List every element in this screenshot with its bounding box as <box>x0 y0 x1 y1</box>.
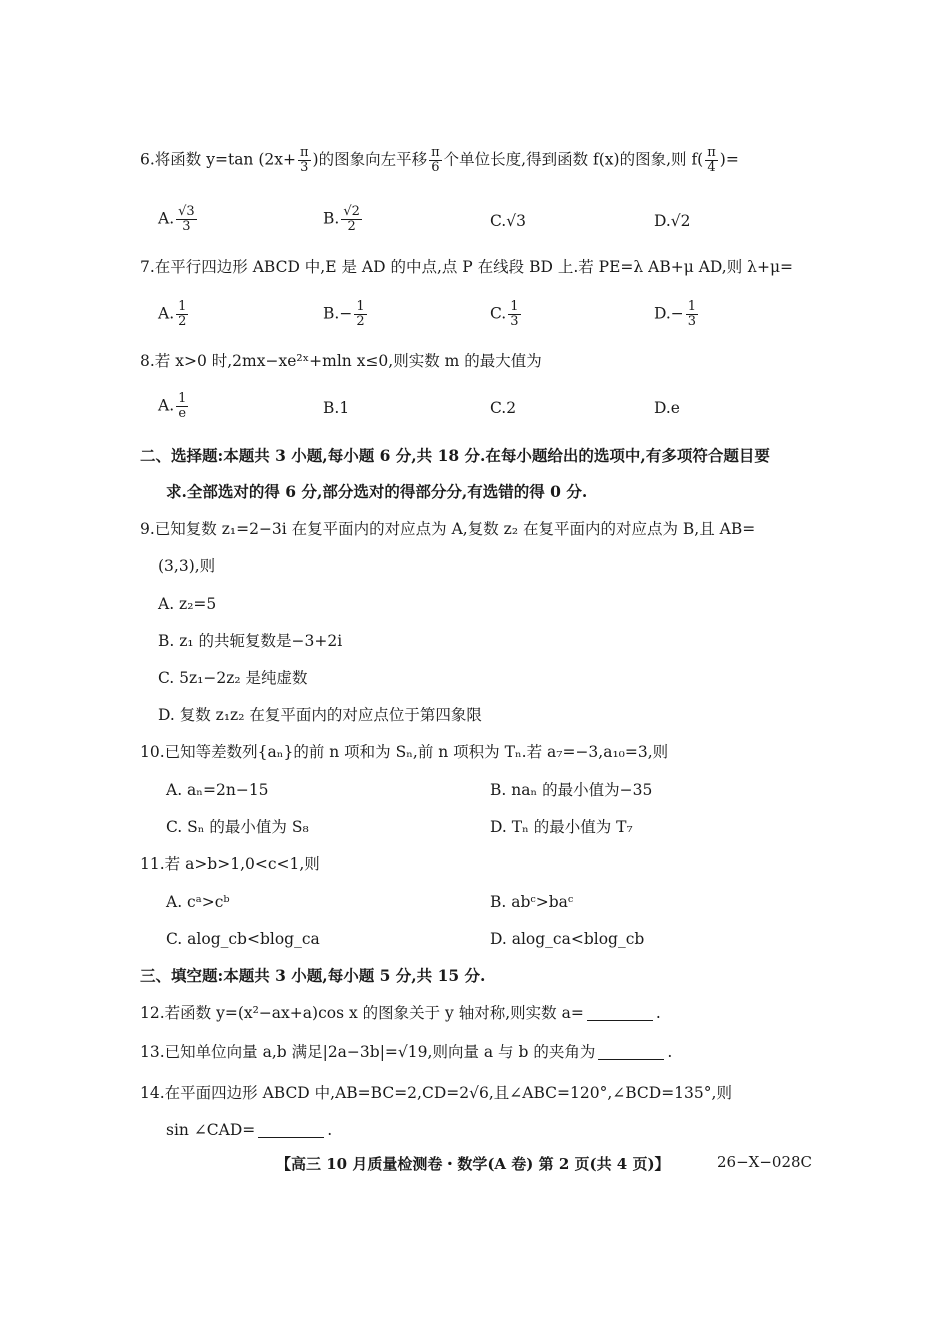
q6-arg-frac <box>298 146 311 175</box>
section3-heading: 三、填空题:本题共 3 小题,每小题 5 分,共 15 分. <box>140 966 486 985</box>
opt-frac <box>176 300 188 329</box>
q9-option-c: C. 5z₁−2z₂ 是纯虚数 <box>158 669 308 687</box>
q6-text-d: )= <box>719 150 739 169</box>
q11-stem: 11.若 a>b>1,0<c<1,则 <box>140 855 320 873</box>
q11-option-a: A. cᵃ>cᵇ <box>166 893 230 911</box>
q6-text-a: 6.将函数 y=tan <box>140 150 254 169</box>
q6-text-b: )的图象向左平移 <box>312 150 428 169</box>
frac-num: 1 <box>687 299 697 314</box>
frac-num: √2 <box>343 204 360 219</box>
q13-text-b: ,则向量 a 与 b 的夹角为 <box>427 1043 596 1061</box>
q11-option-c: C. alog_cb<blog_ca <box>166 930 320 948</box>
opt-label: A. <box>158 209 175 228</box>
frac-den: 2 <box>347 219 356 234</box>
q6-option-c: C.√3 <box>490 212 526 230</box>
q9-option-a: A. z₂=5 <box>158 595 217 613</box>
frac-num: 1 <box>356 299 365 314</box>
opt-frac <box>354 300 366 329</box>
q10-option-d: D. Tₙ 的最小值为 T₇ <box>490 818 633 836</box>
q9-stem-cont: (3,3),则 <box>158 557 216 575</box>
opt-label: C. <box>490 304 507 323</box>
frac-den: 3 <box>687 314 697 329</box>
opt-label: A. <box>158 304 175 323</box>
q13-sqrt: √19 <box>397 1043 428 1061</box>
frac-num: π <box>707 145 716 160</box>
q7-option-c <box>490 300 523 329</box>
q13-end: . <box>667 1043 673 1061</box>
q7-option-a <box>158 300 190 329</box>
frac-num: 1 <box>510 299 519 314</box>
frac-den: 2 <box>178 314 187 329</box>
opt-label: B. <box>323 209 340 228</box>
q13-answer-blank[interactable] <box>598 1043 664 1060</box>
opt-frac <box>176 392 188 421</box>
opt-frac <box>341 205 362 234</box>
q9-option-b: B. z₁ 的共轭复数是−3+2i <box>158 632 343 650</box>
opt-frac <box>176 205 197 234</box>
frac-den: 2 <box>356 314 365 329</box>
q14-answer-blank[interactable] <box>258 1121 324 1138</box>
q14-text: sin ∠CAD= <box>166 1121 256 1139</box>
opt-label: B.− <box>323 304 353 323</box>
q8-option-d: D.e <box>654 399 680 417</box>
q12-end: . <box>655 1004 661 1022</box>
q7-option-b <box>323 300 369 329</box>
q10-option-a: A. aₙ=2n−15 <box>166 781 269 799</box>
frac-den: 6 <box>431 160 440 175</box>
q12-stem <box>140 1002 661 1024</box>
frac-num: √3 <box>178 204 195 219</box>
q6-shift-frac <box>429 146 442 175</box>
opt-label: D.− <box>654 304 684 323</box>
q7-stem: 7.在平行四边形 ABCD 中,E 是 AD 的中点,点 P 在线段 BD 上.若 PE=λ AB+μ AD,则 λ+μ= <box>140 258 794 276</box>
q10-option-b: B. naₙ 的最小值为−35 <box>490 781 653 799</box>
frac-den: 3 <box>510 314 519 329</box>
frac-num: 1 <box>178 299 187 314</box>
q8-option-c: C.2 <box>490 399 517 417</box>
q6-f-frac <box>705 146 718 175</box>
frac-num: π <box>431 145 440 160</box>
document-code: 26−X−028C <box>717 1153 813 1171</box>
q12-text: 12.若函数 y=(x²−ax+a)cos x 的图象关于 y 轴对称,则实数 a= <box>140 1004 584 1022</box>
q12-answer-blank[interactable] <box>587 1004 653 1021</box>
q14-end: . <box>327 1121 333 1139</box>
opt-label: A. <box>158 396 175 415</box>
q8-option-b: B.1 <box>323 399 350 417</box>
q10-option-c: C. Sₙ 的最小值为 S₈ <box>166 818 309 836</box>
q6-option-a <box>158 205 199 234</box>
q8-stem: 8.若 x>0 时,2mx−xe²ˣ+mln x≤0,则实数 m 的最大值为 <box>140 352 542 370</box>
q9-stem: 9.已知复数 z₁=2−3i 在复平面内的对应点为 A,复数 z₂ 在复平面内的对应点为 B,且 AB= <box>140 520 756 538</box>
frac-num: 1 <box>178 391 187 406</box>
q6-arg: (2x+ <box>258 150 296 169</box>
q6-text-c: 个单位长度,得到函数 f(x)的图象,则 f( <box>443 150 704 169</box>
opt-frac <box>686 300 698 329</box>
q11-option-b: B. abᶜ>baᶜ <box>490 893 574 911</box>
frac-den: 3 <box>182 219 191 234</box>
q13-text-a: 13.已知单位向量 a,b 满足|2a−3b|= <box>140 1043 398 1061</box>
q13-stem <box>140 1041 672 1063</box>
frac-den: 4 <box>707 160 716 175</box>
q6-stem <box>140 146 739 175</box>
section2-heading: 二、选择题:本题共 3 小题,每小题 6 分,共 18 分.在每小题给出的选项中,有多项符合题目要 <box>140 446 770 465</box>
frac-den: 3 <box>300 160 309 175</box>
section2-heading-cont: 求.全部选对的得 6 分,部分选对的得部分分,有选错的得 0 分. <box>166 482 588 501</box>
q6-option-b <box>323 205 364 234</box>
opt-frac <box>508 300 520 329</box>
q14-stem-cont <box>166 1119 332 1141</box>
q9-option-d: D. 复数 z₁z₂ 在复平面内的对应点位于第四象限 <box>158 706 482 724</box>
q8-option-a <box>158 392 190 421</box>
q6-option-d: D.√2 <box>654 212 691 230</box>
frac-den: e <box>178 406 187 421</box>
frac-num: π <box>300 145 309 160</box>
q10-stem: 10.已知等差数列{aₙ}的前 n 项和为 Sₙ,前 n 项积为 Tₙ.若 a₇=−3,a₁₀=3,则 <box>140 743 669 761</box>
q14-stem: 14.在平面四边形 ABCD 中,AB=BC=2,CD=2√6,且∠ABC=120°,∠BCD=135°,则 <box>140 1084 732 1102</box>
q7-option-d <box>654 300 700 329</box>
q11-option-d: D. alog_ca<blog_cb <box>490 930 645 948</box>
page-footer: 【高三 10 月质量检测卷・数学(A 卷) 第 2 页(共 4 页)】 <box>276 1155 670 1173</box>
